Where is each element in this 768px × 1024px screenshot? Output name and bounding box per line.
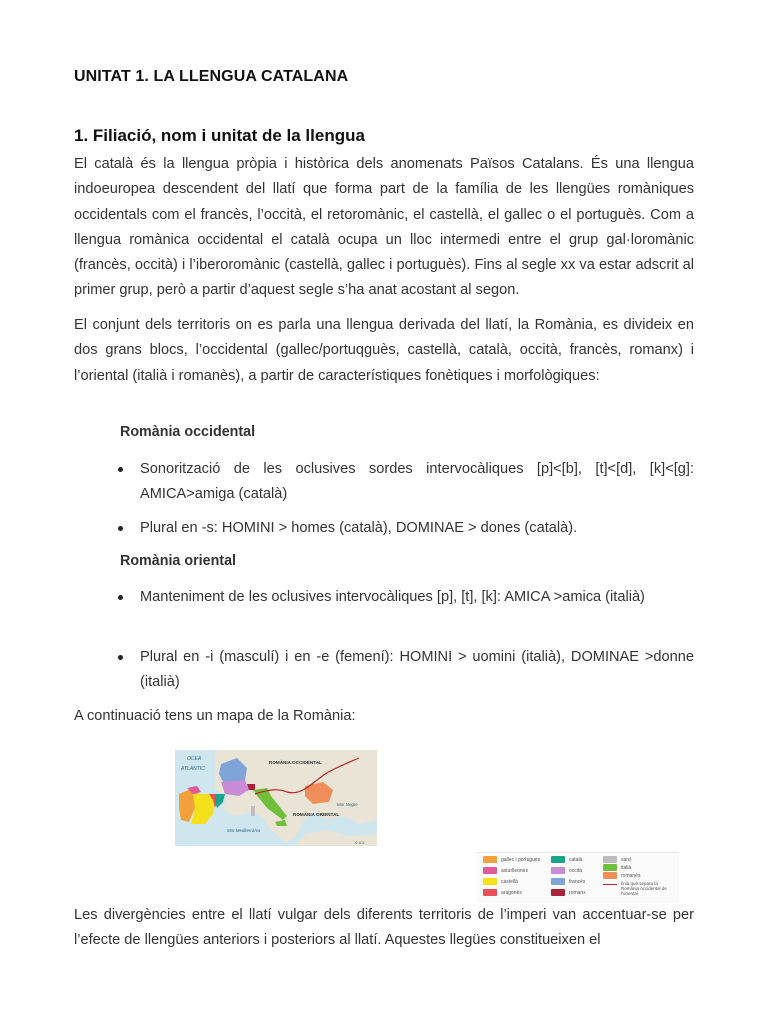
legend-label: romanx	[569, 890, 586, 896]
legend-label: francès	[569, 879, 586, 885]
legend-swatch	[551, 856, 565, 863]
paragraph-intro: El català és la llengua pròpia i històrica dels anomenats Països Catalans. És una llengua indoeuropea descendent del llatí que forma part de la família de les llengües romàniques occidentals com el francès, l’occità, el retoromànic, el castellà, el gallec o el portuguès. Com a llengua romànica occidental el català ocupa un lloc intermedi entre el grup gal·loromànic (francès, occità) i l’iberoromànic (castellà, gallec i portuguès). Fins al segle xx va estar adscrit al primer grup, però a partir d’aquest segle s’ha anat acostant al segon.	[74, 156, 694, 299]
paragraph-divergences: Les divergències entre el llatí vulgar dels diferents territoris de l’imperi van accentuar-se per l’efecte de llengües anteriors i posteriors al llatí. Aquestes llegües constitueixen el	[74, 907, 694, 949]
paragraph-romania: El conjunt dels territoris on es parla una llengua derivada del llatí, la Romània, es divideix en dos grans blocs, l’occidental (gallec/portuqguès, castellà, català, occità, francès, romanx) i l’oriental (italià i romanès), a partir de característiques fonètiques i morfològiques:	[74, 317, 694, 384]
legend-label: sard	[621, 857, 631, 863]
list-item: Plural en -i (masculí) i en -e (femení): HOMINI > uomini (italià), DOMINAE >donne (italià)	[140, 645, 694, 695]
legend-label: català	[569, 857, 583, 863]
legend-divider-line	[603, 884, 617, 885]
black-sea-label: Mar Negre	[337, 802, 358, 807]
legend-swatch	[603, 864, 617, 871]
paragraph-map-intro: A continuació tens un mapa de la Romània:	[74, 708, 356, 724]
legend-label: castellà	[501, 879, 518, 885]
legend-swatch	[551, 867, 565, 874]
unit-title: UNITAT 1. LA LLENGUA CATALANA	[74, 68, 349, 85]
legend-label: italià	[621, 865, 632, 871]
legend-label: gallec i portuguès	[501, 857, 541, 863]
list-item: Plural en -s: HOMINI > homes (català), DOMINAE > dones (català).	[140, 516, 694, 541]
subheading-romania-oriental: Romània oriental	[120, 553, 236, 569]
map-legend	[477, 852, 679, 903]
romania-west-label: ROMÀNIA OCCIDENTAL	[269, 760, 322, 765]
legend-label: occità	[569, 868, 583, 874]
map-credit: © ICL	[355, 840, 366, 845]
legend-swatch	[483, 878, 497, 885]
legend-swatch	[483, 867, 497, 874]
legend-label: romanès	[621, 873, 641, 879]
legend-swatch	[483, 889, 497, 896]
legend-label: aragonès	[501, 890, 522, 896]
list-item: Manteniment de les oclusives intervocàliques [p], [t], [k]: AMICA >amica (italià)	[140, 585, 694, 610]
romania-east-label: ROMÀNIA ORIENTAL	[293, 812, 340, 817]
legend-label: línia que separa la Romània occidental de l’oriental	[621, 881, 667, 896]
ocean-label: OCEÀ	[187, 756, 202, 762]
atlantic-label: ATLÀNTIC	[181, 766, 205, 772]
legend-swatch	[603, 856, 617, 863]
legend-swatch	[603, 872, 617, 879]
list-item: Sonorització de les oclusives sordes intervocàliques [p]<[b], [t]<[d], [k]<[g]: AMICA>amiga (català)	[140, 457, 694, 507]
legend-label: asturlleonès	[501, 868, 528, 874]
section-heading: 1. Filiació, nom i unitat de la llengua	[74, 126, 365, 145]
legend-swatch	[551, 889, 565, 896]
subheading-romania-occidental: Romània occidental	[120, 424, 256, 440]
mediterranean-label: Mar Mediterrània	[227, 828, 261, 833]
romania-map	[175, 750, 377, 846]
legend-swatch	[483, 856, 497, 863]
legend-swatch	[551, 878, 565, 885]
